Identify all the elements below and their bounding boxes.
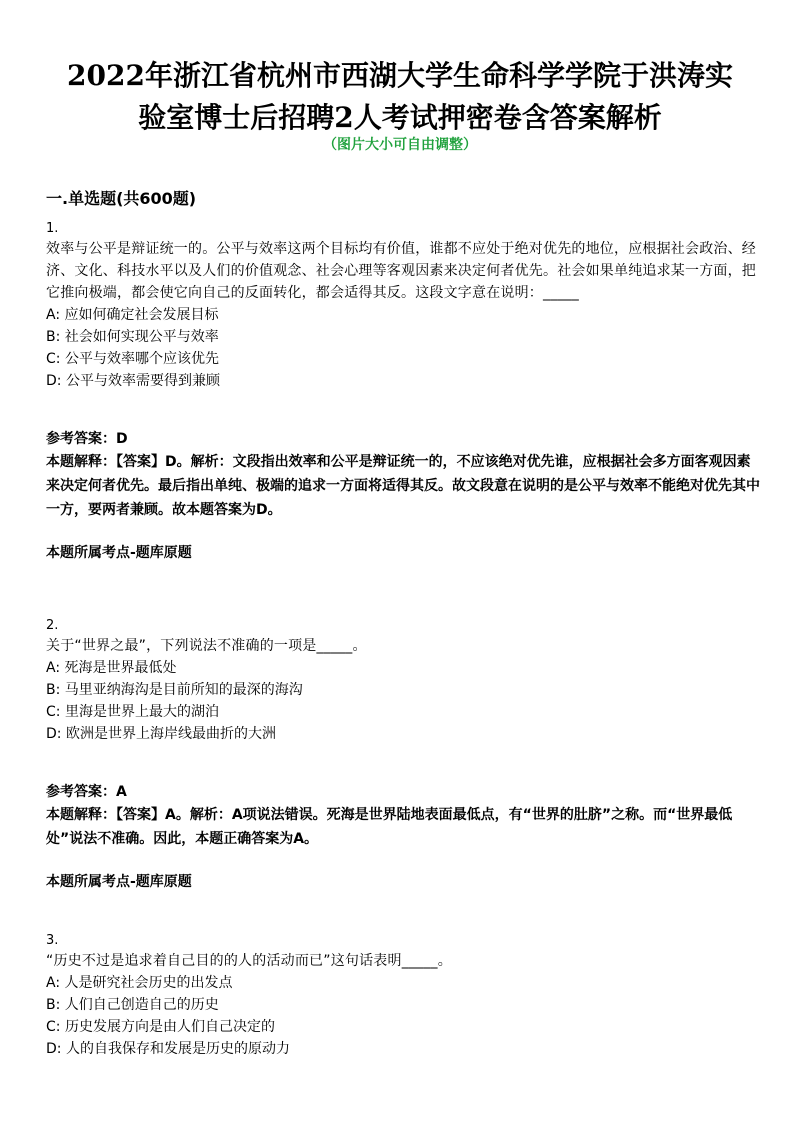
question-topic: 本题所属考点-题库原题 bbox=[46, 874, 192, 890]
option-b: B: 马里亚纳海沟是目前所知的最深的海沟 bbox=[46, 682, 303, 698]
question-number: 1. bbox=[46, 221, 59, 236]
question-text: “历史不过是追求着自己目的的人的活动而已”这句话表明_____。 bbox=[46, 953, 452, 969]
option-d: D: 人的自我保存和发展是历史的原动力 bbox=[46, 1041, 290, 1057]
question-number: 3. bbox=[46, 933, 59, 948]
option-c: C: 历史发展方向是由人们自己决定的 bbox=[46, 1019, 275, 1035]
question-block-2 bbox=[46, 617, 760, 893]
reference-answer: 参考答案：D bbox=[46, 431, 128, 447]
option-a: A: 应如何确定社会发展目标 bbox=[46, 307, 219, 323]
option-c: C: 公平与效率哪个应该优先 bbox=[46, 351, 219, 367]
title-line-2: 验室博士后招聘2人考试押密卷含答案解析 bbox=[138, 101, 662, 134]
option-a: A: 人是研究社会历史的出发点 bbox=[46, 975, 233, 991]
title-line-1: 2022年浙江省杭州市西湖大学生命科学学院于洪涛实 bbox=[67, 59, 733, 92]
option-a: A: 死海是世界最低处 bbox=[46, 660, 177, 676]
option-b: B: 社会如何实现公平与效率 bbox=[46, 329, 219, 345]
subtitle-note: （图片大小可自由调整） bbox=[323, 137, 477, 153]
question-block-3 bbox=[46, 932, 760, 1060]
question-number: 2. bbox=[46, 618, 59, 633]
section-heading: 一.单选题(共600题) bbox=[46, 189, 197, 208]
question-text: 效率与公平是辩证统一的。公平与效率这两个目标均有价值，谁都不应处于绝对优先的地位，应根据社会政治、经济、文化、科技水平以及人们的价值观念、社会心理等客观因素来决定何者优先。社会如果单纯追求某一方面，把它推向极端，都会使它向自己的反面转化，都会适得其反。这段文字意在说明：_____ bbox=[46, 241, 756, 301]
question-text: 关于“世界之最”，下列说法不准确的一项是_____。 bbox=[46, 638, 367, 654]
option-d: D: 欧洲是世界上海岸线最曲折的大洲 bbox=[46, 726, 276, 742]
question-topic: 本题所属考点-题库原题 bbox=[46, 545, 192, 561]
answer-explanation: 本题解释：【答案】A。解析：A项说法错误。死海是世界陆地表面最低点，有“世界的肚脐”之称。而“世界最低处”说法不准确。因此，本题正确答案为A。 bbox=[46, 807, 733, 847]
answer-explanation: 本题解释：【答案】D。解析：文段指出效率和公平是辩证统一的，不应该绝对优先谁，应根据社会多方面客观因素来决定何者优先。最后指出单纯、极端的追求一方面将适得其反。故文段意在说明的是公平与效率不能绝对优先其中一方，要两者兼顾。故本题答案为D。 bbox=[46, 454, 760, 518]
option-d: D: 公平与效率需要得到兼顾 bbox=[46, 373, 220, 389]
reference-answer: 参考答案：A bbox=[46, 784, 127, 800]
document-title bbox=[40, 55, 760, 139]
option-b: B: 人们自己创造自己的历史 bbox=[46, 997, 219, 1013]
option-c: C: 里海是世界上最大的湖泊 bbox=[46, 704, 219, 720]
question-block-1 bbox=[46, 220, 760, 564]
